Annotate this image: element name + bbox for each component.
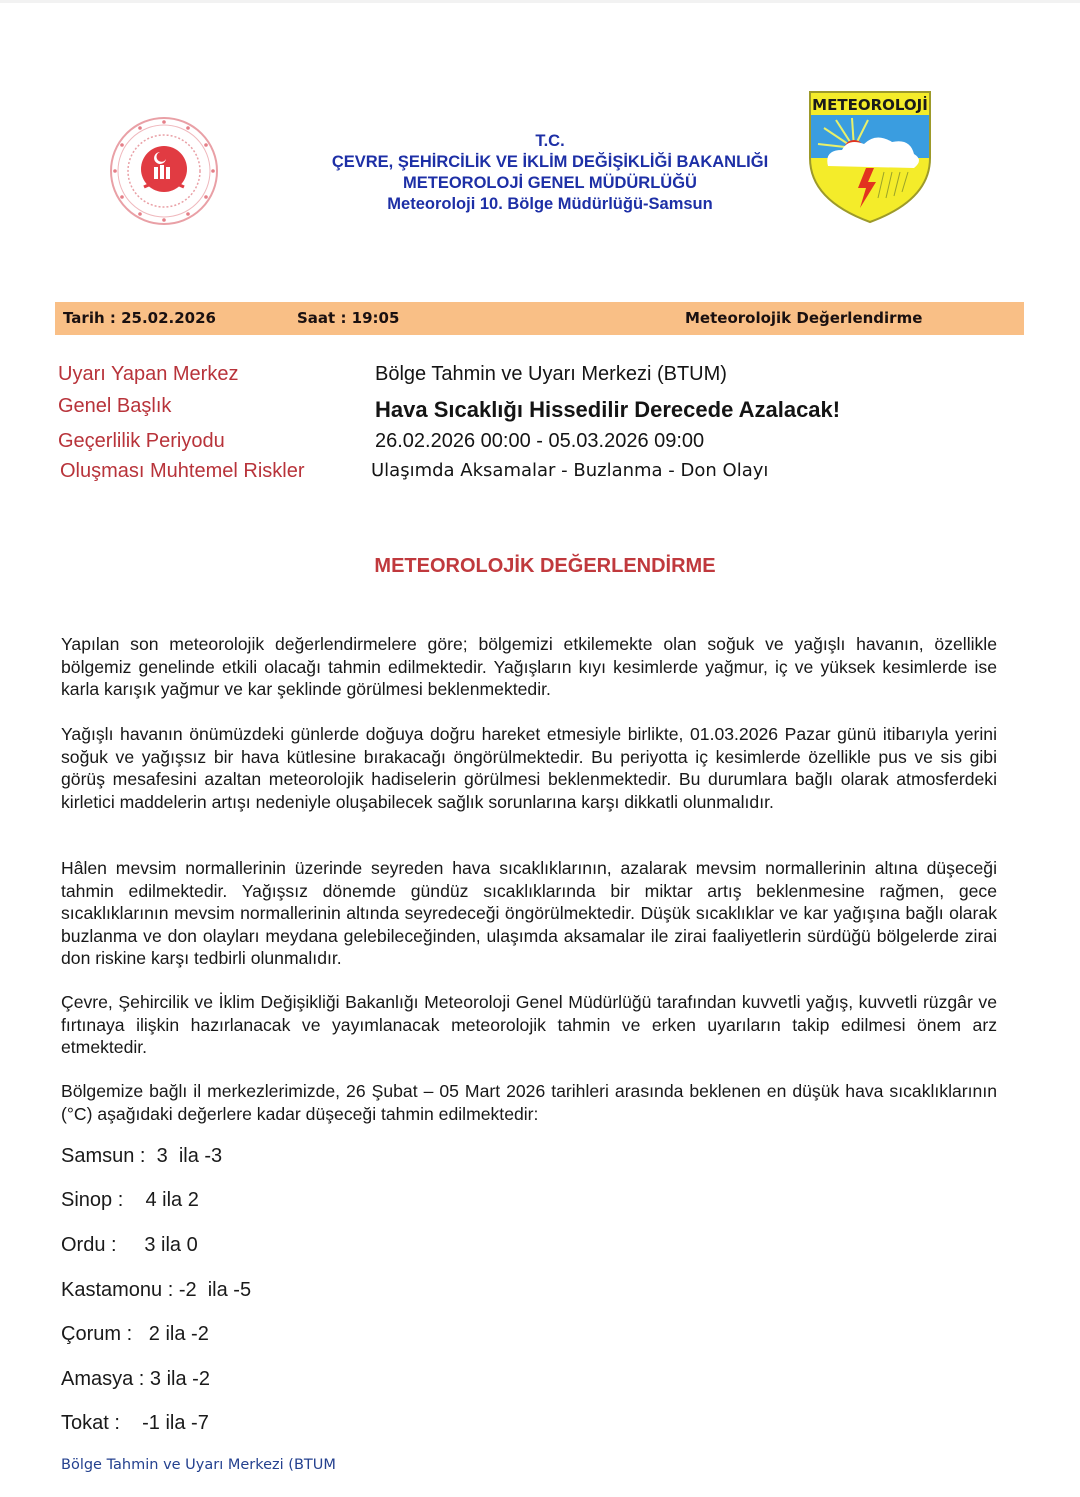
city-temperature: Amasya : 3 ila -2 [61,1368,210,1390]
info-row-title [58,395,1018,425]
paragraph: Yapılan son meteorolojik değerlendirmelere göre; bölgemizi etkilemekte olan soğuk ve yağışlı havanın, özellikle bölgemiz genelinde etkili olacağı tahmin edilmektedir. Yağışların kıyı kesimlerde yağmur, iç ve yüksek kesimlerde ise karla karışık yağmur ve kar şeklinde görülmesi beklenmektedir. [61,634,997,699]
report-time: Saat : 19:05 [297,309,400,327]
organization-header [300,131,800,215]
footer-signature: Bölge Tahmin ve Uyarı Merkezi (BTUM [61,1457,336,1473]
info-value: Ulaşımda Aksamalar - Buzlanma - Don Olayı [371,460,769,481]
report-date: Tarih : 25.02.2026 [63,309,216,327]
city-temperature: Sinop : 4 ila 2 [61,1189,199,1211]
paragraph: Yağışlı havanın önümüzdeki günlerde doğuya doğru hareket etmesiyle birlikte, 01.03.2026 Pazar günü itibarıyla yerini soğuk ve yağışsız bir hava kütlesine bırakacağı öngörülmektedir. Bu periyotta iç kesimlerde özellikle pus ve sis gibi görüş mesafesini azaltan meteorolojik hadiselerin görülmesi beklenmektedir. Bu durumlara bağlı olarak atmosferdeki kirletici maddelerin artışı nedeniyle oluşabilecek sağlık sorunlarına karşı dikkatli olunmalıdır. [61,724,997,812]
info-row-risks [58,460,1018,490]
warning-headline: Hava Sıcaklığı Hissedilir Derecede Azalacak! [375,397,841,422]
city-temperature: Samsun : 3 ila -3 [61,1145,223,1167]
date-time-bar [55,302,1024,335]
org-line-tc: T.C. [535,132,565,150]
city-temperature: Tokat : -1 ila -7 [61,1412,209,1434]
org-line-region: Meteoroloji 10. Bölge Müdürlüğü-Samsun [387,195,713,213]
top-divider [0,0,1080,3]
org-line-directorate: METEOROLOJİ GENEL MÜDÜRLÜĞÜ [403,174,697,192]
info-row-period [58,430,1018,460]
info-label: Geçerlilik Periyodu [58,430,225,452]
paragraph: Hâlen mevsim normallerinin üzerinde seyreden hava sıcaklıklarının, azalarak mevsim normallerinin altına düşeceği tahmin edilmektedir. Yağışsız dönemde gündüz sıcaklıklarında bir miktar artış beklenmesine rağmen, gece sıcaklıklarının mevsim normallerinin altında seyredeceği öngörülmektedir. Düşük sıcaklıklar ve kar yağışına bağlı olarak buzlanma ve don olayları meydana gelebileceğinden, ulaşımda aksamalar ile zirai faaliyetlerin sürdüğü bölgelerde zirai don riskine karşı tedbirli olunmalıdır. [61,858,997,968]
info-label: Uyarı Yapan Merkez [58,363,239,385]
info-value: 26.02.2026 00:00 - 05.03.2026 09:00 [375,430,705,452]
logo-text: METEOROLOJİ [812,96,928,114]
section-title: METEOROLOJİK DEĞERLENDİRME [374,555,716,577]
paragraph: Bölgemize bağlı il merkezlerimizde, 26 Şubat – 05 Mart 2026 tarihleri arasında beklenen en düşük hava sıcaklıklarının (°C) aşağıdaki değerlere kadar düşeceği tahmin edilmektedir: [61,1081,997,1124]
ministry-seal-icon [108,115,220,227]
info-label: Genel Başlık [58,395,172,417]
org-line-ministry: ÇEVRE, ŞEHİRCİLİK VE İKLİM DEĞİŞİKLİĞİ BAKANLIĞI [331,153,769,171]
info-label: Oluşması Muhtemel Riskler [60,460,305,482]
report-type: Meteorolojik Değerlendirme [685,309,923,327]
meteoroloji-logo-icon [806,88,934,224]
paragraph: Çevre, Şehircilik ve İklim Değişikliği Bakanlığı Meteoroloji Genel Müdürlüğü tarafından kuvvetli yağış, kuvvetli rüzgâr ve fırtınaya ilişkin hazırlanacak ve yayımlanacak meteorolojik tahmin ve erken uyarıların takip edilmesi önem arz etmektedir. [61,992,997,1057]
city-temperature: Kastamonu : -2 ila -5 [61,1279,252,1301]
city-temperature: Ordu : 3 ila 0 [61,1234,198,1256]
info-value: Bölge Tahmin ve Uyarı Merkezi (BTUM) [375,363,727,385]
info-row-center [58,363,1018,393]
city-temperature: Çorum : 2 ila -2 [61,1323,209,1345]
